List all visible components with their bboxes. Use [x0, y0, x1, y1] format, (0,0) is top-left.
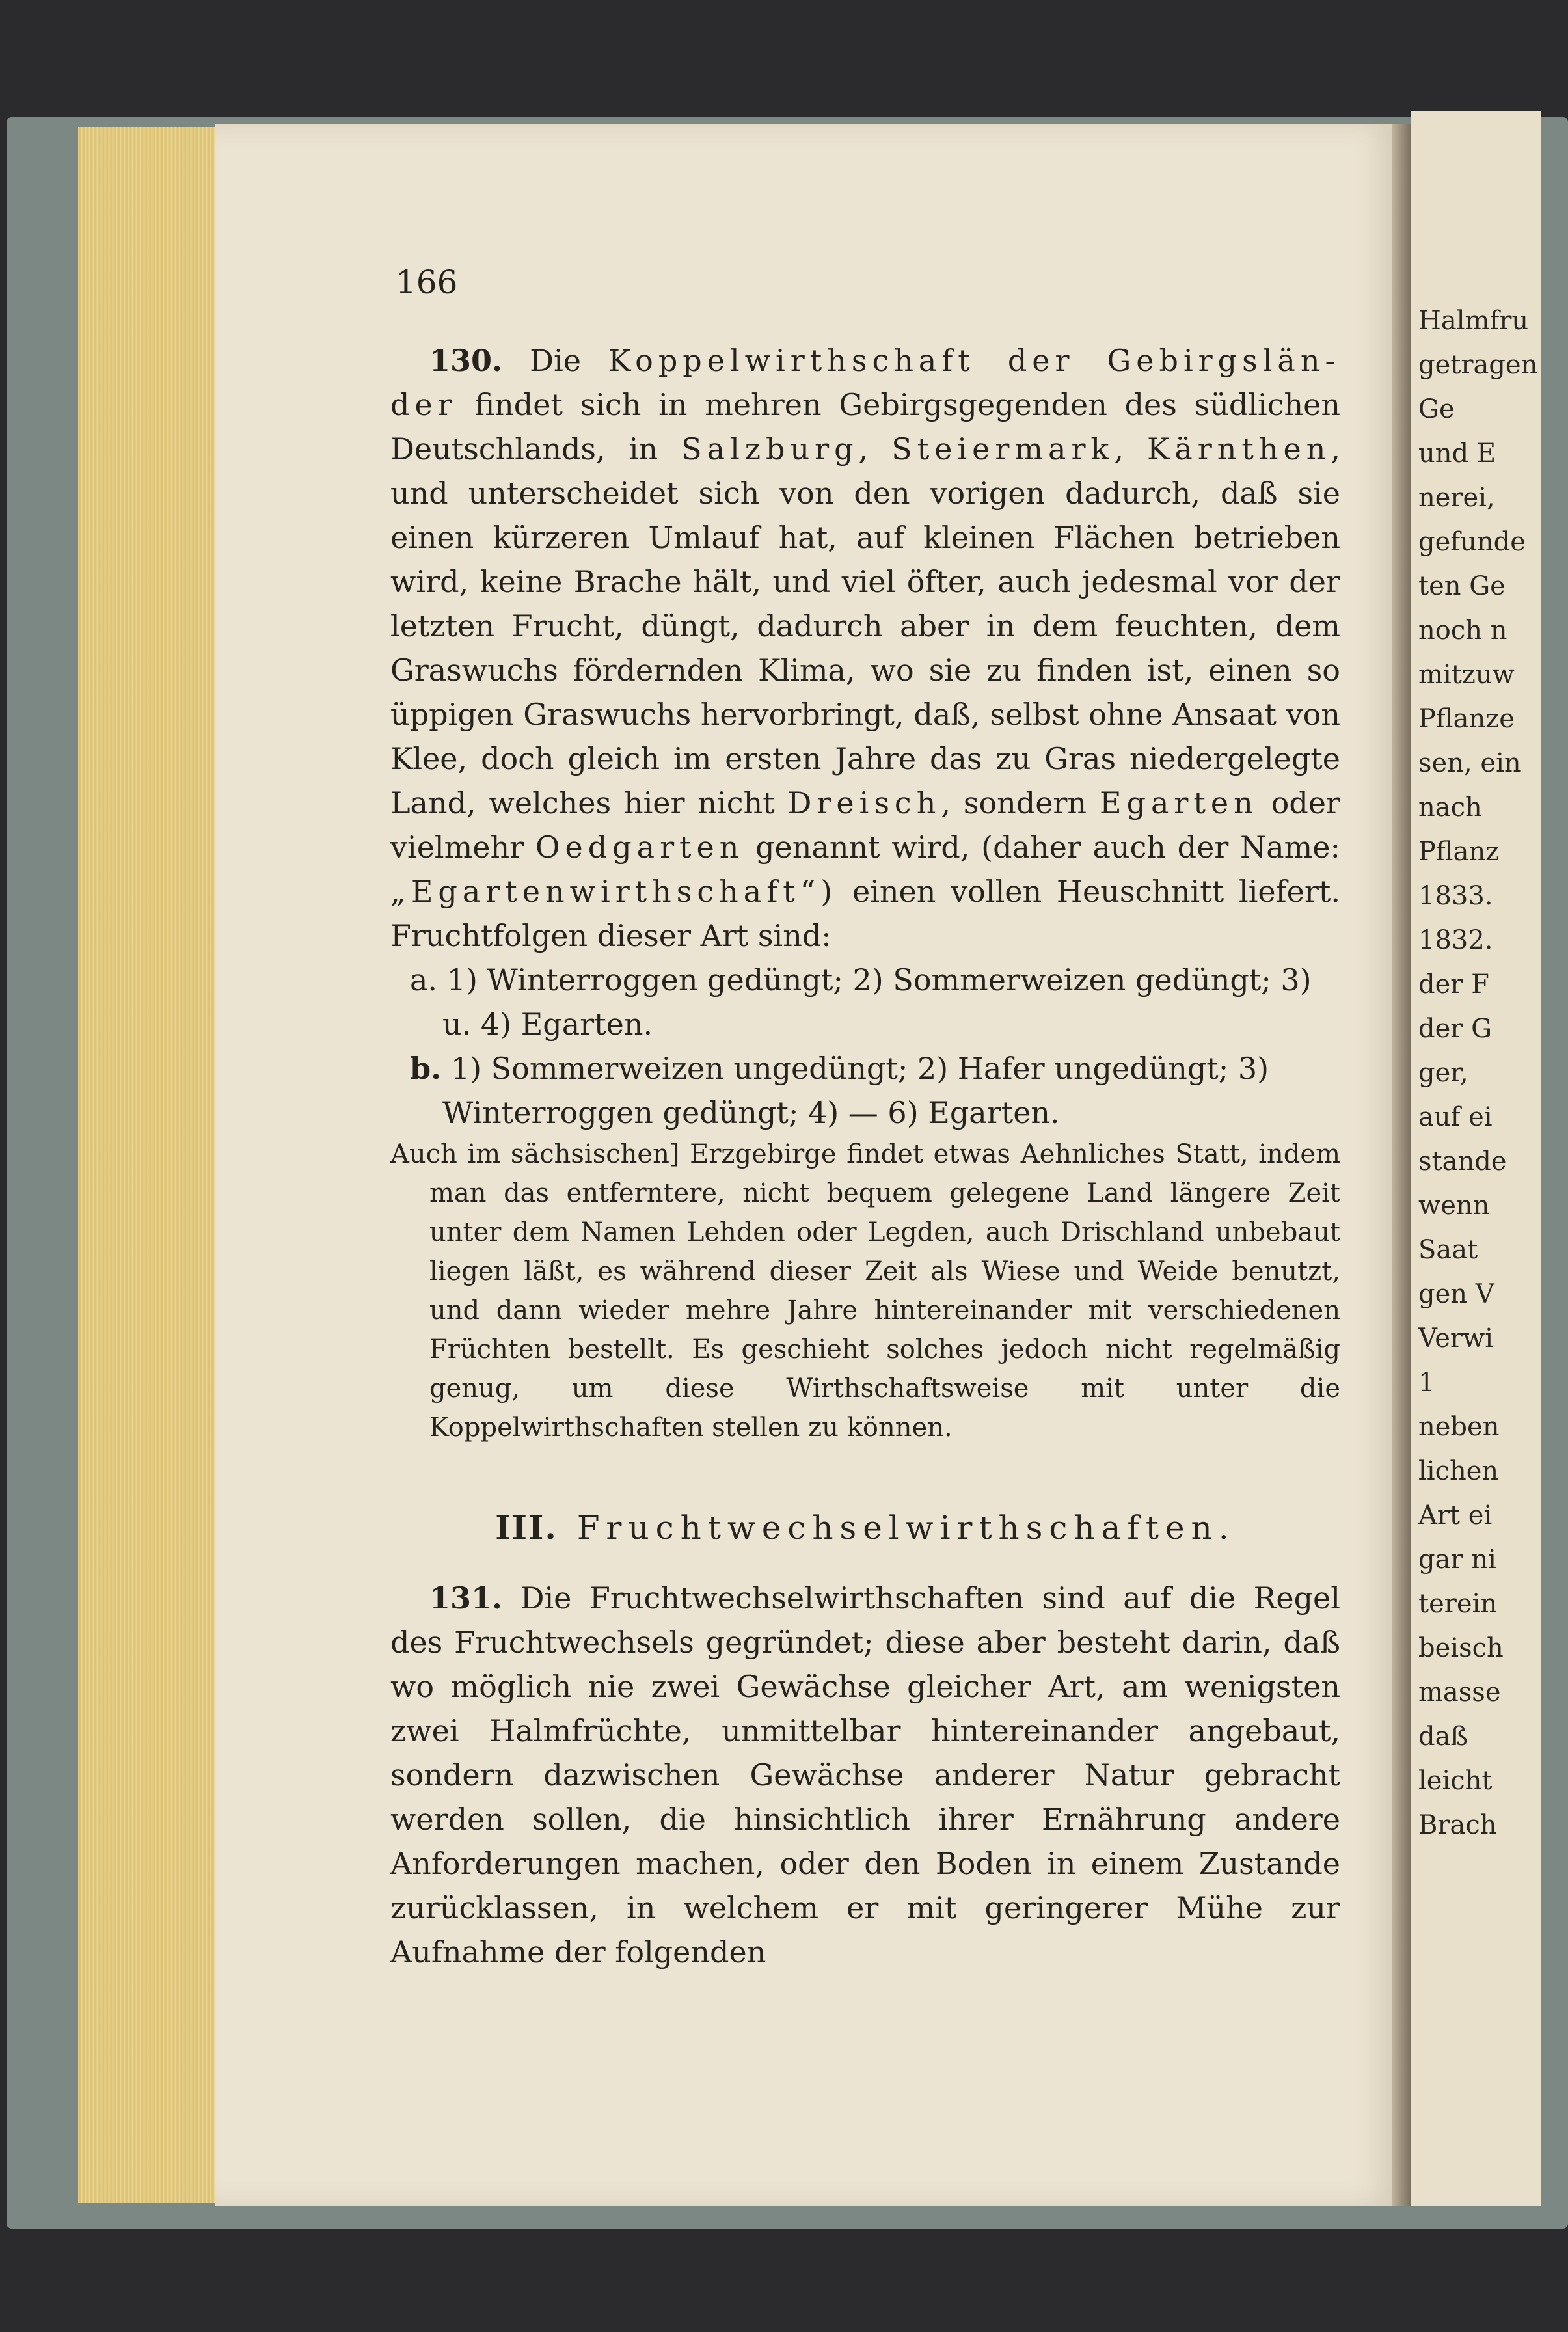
right-page-fragment: 1: [1418, 1368, 1435, 1398]
right-page-fragment: Pflanze: [1418, 704, 1515, 734]
right-page-fragment: leicht: [1418, 1766, 1493, 1796]
page-text: [390, 338, 1340, 1974]
text-run: , sondern: [941, 785, 1087, 820]
right-page-fragment: gen V: [1418, 1279, 1494, 1309]
rotation-b: [390, 1046, 1340, 1135]
right-page-fragment: auf ei: [1418, 1102, 1493, 1132]
paragraph-number: 131.: [429, 1580, 503, 1616]
right-page-fragment: Art ei: [1418, 1500, 1493, 1530]
rotation-a: [390, 958, 1340, 1046]
section-title: Fruchtwechselwirthschaften.: [576, 1509, 1236, 1547]
separator: ,: [1114, 431, 1124, 467]
right-page-fragment: wenn: [1418, 1191, 1490, 1221]
text-run: , und unterscheidet sich von den vorigen dadurch, daß sie einen kürzeren Umlauf hat, auf kleinen Flächen betrieben wird, keine Brache hält, und viel öfter, auch jedesmal vor der letzten Frucht, düngt, dadurch aber in dem feuchten, dem Graswuchs fördernden Klima, wo sie zu finden ist, einen so üppigen Graswuchs hervorbringt, daß, selbst ohne Ansaat von Klee, doch gleich im ersten Jahre das zu Gras niedergelegte Land, welches hier nicht: [390, 431, 1341, 820]
right-page-fragment: ten Ge: [1418, 571, 1506, 601]
section-heading: [390, 1506, 1340, 1550]
title-word: Die: [530, 343, 581, 378]
right-page-fragment: und E: [1418, 439, 1496, 468]
right-page-fragment: mitzuw: [1418, 660, 1515, 690]
right-page-fragment: daß: [1418, 1722, 1468, 1752]
text-run: Die Fruchtwechselwirthschaften sind auf die Regel des Fruchtwechsels gegründet; diese aber besteht darin, daß wo möglich nie zwei Gewächse gleicher Art, am wenigsten zwei Halmfrüchte, unmittelbar hintereinander angebaut, sondern dazwischen Gewächse anderer Natur gebracht werden sollen, die hinsichtlich ihrer Ernährung andere Anforderungen machen, oder den Boden in einem Zustande zurücklassen, in welchem er mit geringerer Mühe zur Aufnahme der folgenden: [390, 1580, 1340, 1970]
right-page-fragment: 1832.: [1418, 925, 1493, 955]
page-edge: [78, 127, 228, 2203]
right-page-fragment: getragen: [1418, 350, 1538, 380]
term-oedgarten: Oedgarten: [535, 830, 744, 865]
right-page-fragment: masse: [1418, 1677, 1501, 1707]
section-term: Koppelwirthschaft der Gebirgslän-: [608, 343, 1341, 378]
place-steiermark: Steiermark: [891, 431, 1115, 467]
rotation-text: 1) Winterroggen gedüngt; 2) Sommerweizen gedüngt; 3) u. 4) Egarten.: [442, 962, 1312, 1042]
place-kaernthen: Kärnthen: [1147, 431, 1331, 467]
right-page-fragment: Halmfru: [1418, 306, 1529, 336]
right-page-fragment: gefunde: [1418, 527, 1526, 557]
separator: ,: [858, 431, 869, 467]
rotation-text: 1) Sommerweizen ungedüngt; 2) Hafer ungedüngt; 3) Winterroggen gedüngt; 4) — 6) Egarten.: [442, 1051, 1269, 1130]
right-page-fragment: neben: [1418, 1412, 1500, 1442]
right-page-fragment: nerei,: [1418, 483, 1495, 513]
book-gutter: [1392, 124, 1411, 2206]
right-page-fragment: nach: [1418, 793, 1482, 822]
right-page-fragment: stande: [1418, 1146, 1507, 1176]
paragraph-131: [390, 1576, 1340, 1974]
right-page-fragment: der F: [1418, 969, 1489, 999]
term-dreisch: Dreisch: [787, 785, 941, 820]
right-page-fragment: noch n: [1418, 616, 1507, 645]
paragraph-130: [390, 338, 1340, 958]
text-run: einen vollen Heuschnitt liefert. Fruchtfolgen dieser Art sind:: [390, 874, 1340, 953]
term-egarten: Egarten: [1099, 785, 1258, 820]
section-term-end: der: [390, 387, 457, 422]
text-run: findet sich in mehren Gebirgsgegenden des südlichen Deutschlands, in: [390, 387, 1340, 467]
right-page-fragment: Brach: [1418, 1810, 1497, 1840]
text-run: oder vielmehr: [390, 785, 1340, 865]
right-page: [1411, 111, 1541, 2206]
rotation-label: a.: [410, 962, 438, 997]
page-number: 166: [396, 264, 458, 301]
right-page-fragment: der G: [1418, 1014, 1493, 1044]
right-page-fragment: ger,: [1418, 1058, 1468, 1088]
right-page-fragment: Verwi: [1418, 1323, 1494, 1353]
right-page-fragment: beisch: [1418, 1633, 1504, 1663]
right-page-fragment: 1833.: [1418, 881, 1493, 911]
section-roman: III.: [495, 1508, 558, 1547]
paragraph-number: 130.: [429, 343, 503, 378]
right-page-fragment: gar ni: [1418, 1545, 1496, 1575]
rotation-label: b.: [410, 1051, 442, 1086]
right-page-fragment: sen, ein: [1418, 748, 1521, 778]
right-page-fragment: Ge: [1418, 394, 1455, 424]
text-run: genannt wird, (daher auch der Name:: [755, 830, 1341, 865]
right-page-fragment: Saat: [1418, 1235, 1478, 1265]
right-page-fragment: terein: [1418, 1589, 1498, 1619]
place-salzburg: Salzburg: [681, 431, 859, 467]
right-page-fragment: Pflanz: [1418, 837, 1500, 867]
right-page-fragment: lichen: [1418, 1456, 1499, 1486]
note-paragraph: Auch im sächsischen] Erzgebirge findet etwas Aehnliches Statt, indem man das entferntere, nicht bequem gelegene Land längere Zeit unter dem Namen Lehden oder Legden, auch Drischland unbebaut liegen läßt, es während dieser Zeit als Wiese und Weide benutzt, und dann wieder mehre Jahre hintereinander mit verschiedenen Früchten bestellt. Es geschieht solches jedoch nicht regelmäßig genug, um diese Wirthschaftsweise mit unter die Koppelwirthschaften stellen zu können.: [390, 1139, 1340, 1443]
term-egartenwirthschaft: „Egartenwirthschaft“): [390, 874, 838, 909]
